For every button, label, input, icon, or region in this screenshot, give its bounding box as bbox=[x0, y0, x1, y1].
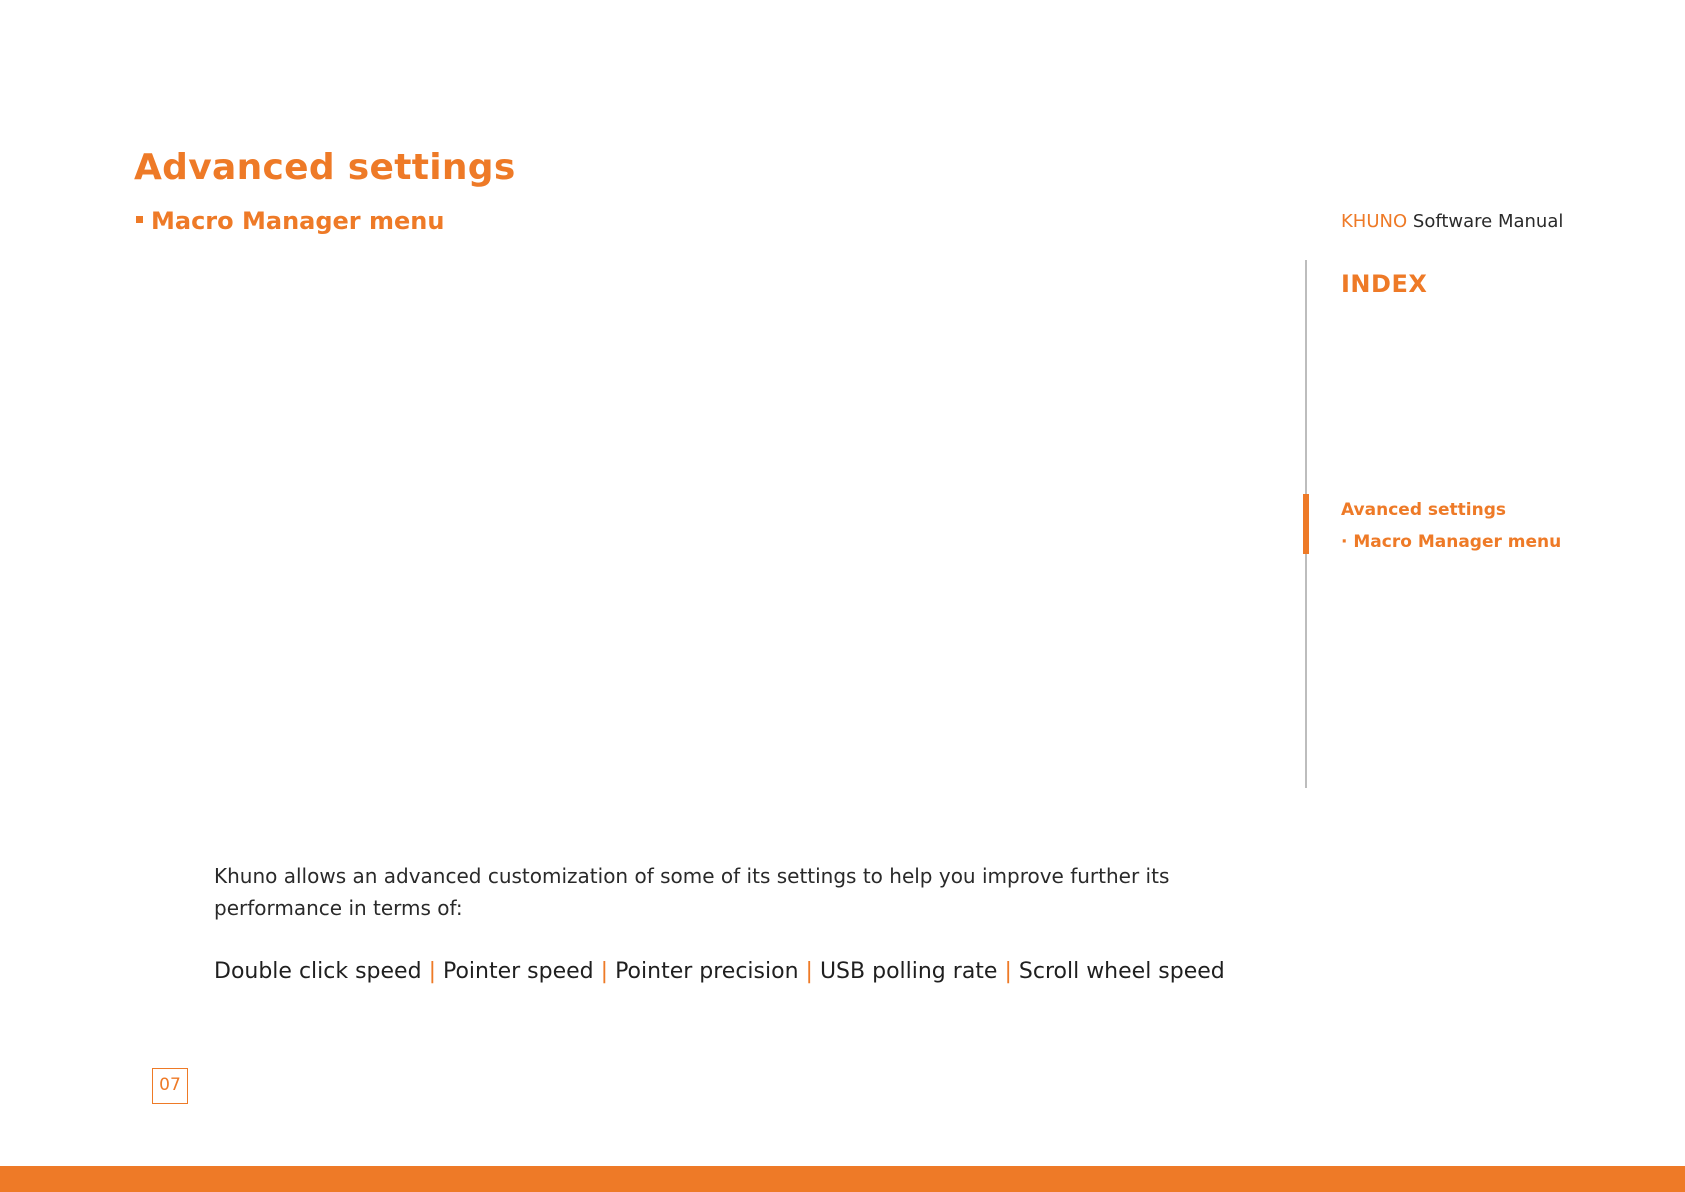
feature-separator: | bbox=[805, 959, 813, 984]
brand-name: KHUNO bbox=[1341, 211, 1408, 232]
manual-name: Software Manual bbox=[1412, 211, 1564, 232]
section-subtitle bbox=[136, 205, 444, 237]
section-subtitle-text: Macro Manager menu bbox=[151, 207, 445, 235]
feature-separator: | bbox=[1004, 959, 1012, 984]
index-entry-macro-manager-menu[interactable]: · Macro Manager menu bbox=[1341, 532, 1562, 552]
manual-header bbox=[1341, 210, 1563, 234]
footer-band bbox=[0, 1166, 1685, 1192]
feature-item: USB polling rate bbox=[819, 959, 998, 984]
index-entry-advanced-settings[interactable]: Avanced settings bbox=[1341, 500, 1507, 520]
index-active-marker bbox=[1303, 494, 1309, 554]
feature-item: Pointer speed bbox=[442, 959, 594, 984]
square-bullet-icon bbox=[136, 216, 143, 223]
feature-separator: | bbox=[428, 959, 436, 984]
intro-paragraph: Khuno allows an advanced customization of some of its settings to help you improve further its performance in terms of: bbox=[214, 864, 1170, 920]
feature-separator: | bbox=[600, 959, 609, 984]
feature-item: Double click speed bbox=[214, 959, 422, 984]
feature-item: Pointer precision bbox=[615, 959, 799, 984]
feature-list bbox=[214, 956, 1225, 988]
index-title: INDEX bbox=[1341, 270, 1428, 298]
page-number: 07 bbox=[152, 1068, 188, 1104]
feature-item: Scroll wheel speed bbox=[1018, 959, 1225, 984]
page-title: Advanced settings bbox=[134, 147, 516, 188]
